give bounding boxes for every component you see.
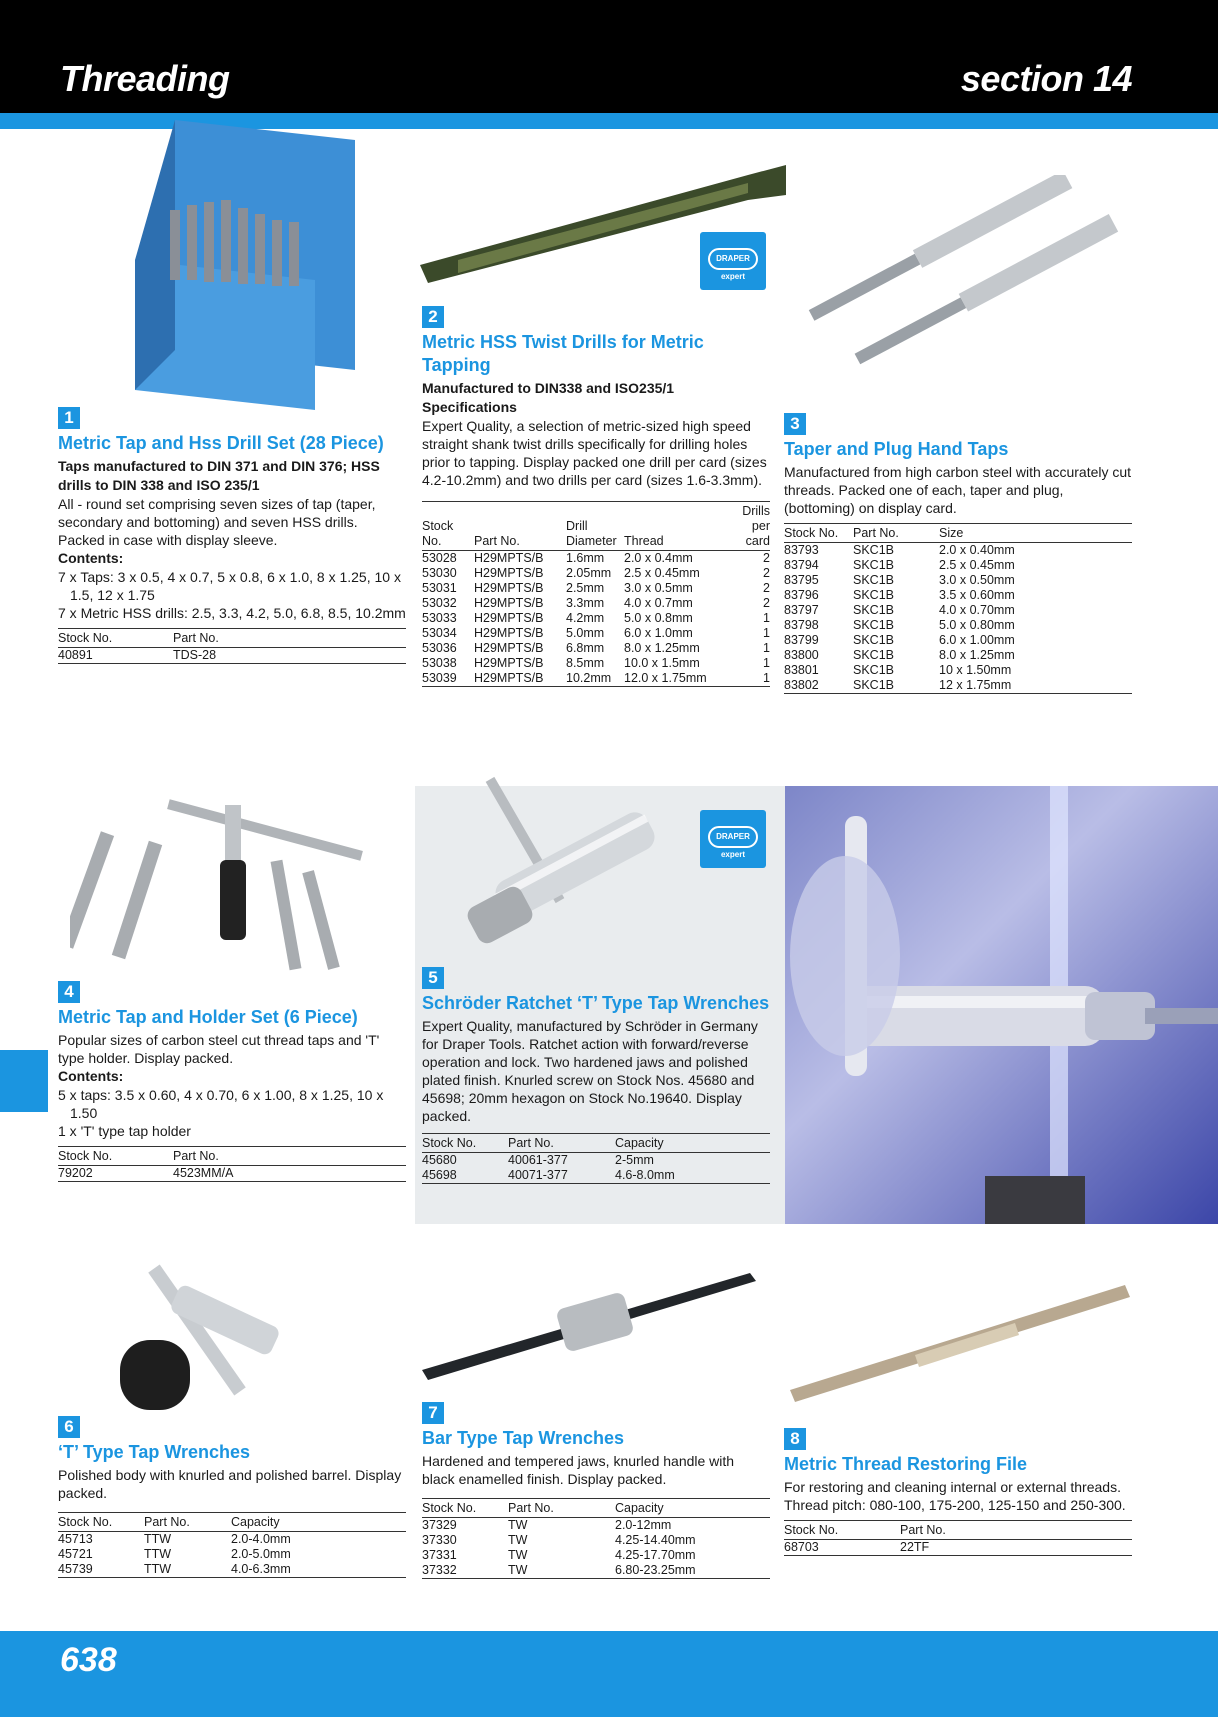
stock-no: 83800 (784, 648, 819, 662)
table-row (784, 678, 1132, 694)
product-number-badge: 6 (58, 1416, 80, 1438)
table-row (422, 626, 770, 641)
stock-no: 83797 (784, 603, 819, 617)
product-table (58, 1512, 406, 1578)
part-no: H29MPTS/B (474, 566, 544, 580)
product-table (58, 628, 406, 664)
product-title: Metric Tap and Holder Set (6 Piece) (58, 1007, 358, 1027)
col-3: 1.6mm (566, 551, 605, 565)
part-no: TW (508, 1548, 528, 1562)
col-3: 3.5 x 0.60mm (939, 588, 1015, 602)
col-3: 8.0 x 1.25mm (939, 648, 1015, 662)
col-3: 2.5mm (566, 581, 605, 595)
column-header: Stock No. (784, 524, 853, 543)
table-row (784, 618, 1132, 633)
column-header: Thread (624, 502, 732, 551)
col-4: 3.0 x 0.5mm (624, 581, 693, 595)
stock-no: 83802 (784, 678, 853, 694)
col-3: 4.25-14.40mm (615, 1533, 696, 1547)
part-no: TTW (144, 1562, 231, 1578)
product-subtitle: Taps manufactured to DIN 371 and DIN 376; HSS drills to DIN 338 and ISO 235/1 (58, 458, 380, 493)
part-no: TTW (144, 1532, 172, 1546)
product-number-badge: 2 (422, 306, 444, 328)
col-5: 1 (763, 611, 770, 625)
column-header: Capacity (231, 1513, 406, 1532)
col-5: 2 (763, 551, 770, 565)
product-description: Polished body with knurled and polished barrel. Display packed. (58, 1467, 402, 1501)
product-title: Metric Tap and Hss Drill Set (28 Piece) (58, 433, 384, 453)
column-header: Drills per card (732, 502, 770, 551)
page-number: 638 (60, 1641, 117, 1679)
stock-no: 37329 (422, 1518, 457, 1532)
column-header: Part No. (508, 1134, 615, 1153)
col-3: 2.0-12mm (615, 1518, 672, 1532)
product-number-badge: 8 (784, 1428, 806, 1450)
column-header: Part No. (900, 1521, 1132, 1540)
part-no: SKC1B (853, 558, 894, 572)
col-5: 2 (763, 566, 770, 580)
product-number-badge: 4 (58, 981, 80, 1003)
table-row (422, 1563, 770, 1579)
part-no: 22TF (900, 1540, 1132, 1556)
table-row (784, 633, 1132, 648)
product-1 (58, 407, 406, 664)
hand-taps-image (790, 175, 1130, 375)
part-no: H29MPTS/B (474, 671, 566, 687)
product-description: Expert Quality, a selection of metric-sized high speed straight shank twist drills specifically for drilling holes prior to tapping. Display packed one drill per card (sizes 4.2-10.2mm) and two drills per card (sizes 1.6-3.3mm). (422, 418, 767, 488)
product-description: Expert Quality, manufactured by Schröder in Germany for Draper Tools. Ratchet action with forward/reverse operation and lock. Two hardened jaws and polished plated finish. Knurled screw on Stock Nos. 45680 and 45698; 20mm hexagon on Stock No.19640. Display packed. (422, 1018, 758, 1124)
column-header: Capacity (615, 1499, 770, 1518)
column-header: Size (939, 524, 1132, 543)
col-3: 10.2mm (566, 671, 624, 687)
col-3: 3.0 x 0.50mm (939, 573, 1015, 587)
table-row (58, 1166, 406, 1182)
part-no: H29MPTS/B (474, 596, 544, 610)
stock-no: 83799 (784, 633, 819, 647)
ratchet-wrench-image (450, 765, 710, 965)
col-5: 1 (732, 671, 770, 687)
contents-item: 5 x taps: 3.5 x 0.60, 4 x 0.70, 6 x 1.00, 8 x 1.25, 10 x 1.50 (58, 1087, 384, 1121)
table-row (784, 588, 1132, 603)
table-row (784, 648, 1132, 663)
product-table (784, 1520, 1132, 1556)
stock-no: 53031 (422, 581, 457, 595)
part-no: 40071-377 (508, 1168, 615, 1184)
section-side-tab (0, 1050, 48, 1112)
table-row (422, 671, 770, 687)
part-no: TW (508, 1533, 528, 1547)
tap-wrench-in-use-image (785, 786, 1218, 1224)
product-number-badge: 7 (422, 1402, 444, 1424)
col-3: 6.80-23.25mm (615, 1563, 770, 1579)
column-header: Drill Diameter (566, 502, 624, 551)
product-description: For restoring and cleaning internal or external threads. Thread pitch: 080-100, 175-200, 125-150 and 250-300. (784, 1479, 1126, 1513)
table-row (784, 573, 1132, 588)
stock-no: 45680 (422, 1153, 457, 1167)
column-header: Stock No. (422, 502, 474, 551)
part-no: SKC1B (853, 573, 894, 587)
bar-tap-wrench-image (420, 1265, 760, 1385)
column-header: Capacity (615, 1134, 770, 1153)
table-row (58, 1562, 406, 1578)
product-3 (784, 413, 1132, 694)
product-title: Metric Thread Restoring File (784, 1454, 1028, 1474)
col-3: 3.3mm (566, 596, 605, 610)
tap-holder-set-image (70, 780, 370, 980)
col-5: 1 (763, 641, 770, 655)
stock-no: 37331 (422, 1548, 457, 1562)
col-3: 8.5mm (566, 656, 605, 670)
contents-label: Contents: (58, 550, 124, 566)
col-3: 4.25-17.70mm (615, 1548, 696, 1562)
table-row (784, 543, 1132, 559)
col-3: 5.0 x 0.80mm (939, 618, 1015, 632)
product-table (422, 1498, 770, 1579)
column-header: Stock No. (784, 1521, 900, 1540)
table-row (422, 641, 770, 656)
stock-no: 53030 (422, 566, 457, 580)
col-3: 2.05mm (566, 566, 612, 580)
stock-no: 45739 (58, 1562, 144, 1578)
contents-item: 7 x Metric HSS drills: 2.5, 3.3, 4.2, 5.0, 6.8, 8.5, 10.2mm (58, 605, 406, 621)
stock-no: 53033 (422, 611, 457, 625)
col-5: 2 (763, 581, 770, 595)
column-header: Stock No. (422, 1134, 508, 1153)
column-header: Part No. (144, 1513, 231, 1532)
product-title: Taper and Plug Hand Taps (784, 439, 1009, 459)
stock-no: 53038 (422, 656, 457, 670)
col-4: 2.5 x 0.45mm (624, 566, 700, 580)
col-3: 2.0 x 0.40mm (939, 543, 1015, 557)
section-label: section 14 (960, 58, 1132, 99)
table-row (422, 656, 770, 671)
table-row (422, 1168, 770, 1184)
col-4: 8.0 x 1.25mm (624, 641, 700, 655)
col-3: 4.6-8.0mm (615, 1168, 770, 1184)
table-row (422, 551, 770, 567)
table-row (422, 1518, 770, 1534)
table-row (422, 566, 770, 581)
part-no: TTW (144, 1547, 172, 1561)
stock-no: 83801 (784, 663, 819, 677)
table-row (422, 1153, 770, 1169)
product-title: Schröder Ratchet ‘T’ Type Tap Wrenches (422, 993, 770, 1013)
col-3: 2.0-5.0mm (231, 1547, 291, 1561)
table-row (784, 1540, 1132, 1556)
part-no: SKC1B (853, 678, 939, 694)
t-type-wrench-image (110, 1245, 370, 1425)
stock-no: 53034 (422, 626, 457, 640)
product-title: Metric HSS Twist Drills for Metric Tapping (422, 332, 704, 375)
product-title: Bar Type Tap Wrenches (422, 1428, 625, 1448)
contents-item: 7 x Taps: 3 x 0.5, 4 x 0.7, 5 x 0.8, 6 x 1.0, 8 x 1.25, 10 x 1.5, 12 x 1.75 (58, 569, 401, 603)
col-4: 5.0 x 0.8mm (624, 611, 693, 625)
col-3: 6.8mm (566, 641, 605, 655)
col-3: 6.0 x 1.00mm (939, 633, 1015, 647)
product-description: Manufactured from high carbon steel with accurately cut threads. Packed one of each, taper and plug, (bottoming) on display card. (784, 464, 1132, 516)
table-row (784, 603, 1132, 618)
draper-expert-logo: DRAPER expert (700, 232, 766, 290)
part-no: SKC1B (853, 603, 894, 617)
col-4: 12.0 x 1.75mm (624, 671, 732, 687)
col-5: 1 (763, 626, 770, 640)
part-no: TW (508, 1518, 528, 1532)
stock-no: 45713 (58, 1532, 93, 1546)
part-no: H29MPTS/B (474, 581, 544, 595)
table-row (58, 1532, 406, 1548)
table-row (58, 648, 406, 664)
product-subtitle: Manufactured to DIN338 and ISO235/1 (422, 380, 675, 396)
col-3: 4.0 x 0.70mm (939, 603, 1015, 617)
stock-no: 83796 (784, 588, 819, 602)
stock-no: 79202 (58, 1166, 173, 1182)
page-footer (0, 1631, 1218, 1717)
product-table (58, 1146, 406, 1182)
col-4: 2.0 x 0.4mm (624, 551, 693, 565)
column-header: Part No. (853, 524, 939, 543)
draper-expert-logo: DRAPER expert (700, 810, 766, 868)
column-header: Part No. (508, 1499, 615, 1518)
stock-no: 83798 (784, 618, 819, 632)
page-title: Threading (60, 58, 230, 99)
part-no: SKC1B (853, 633, 894, 647)
stock-no: 37332 (422, 1563, 508, 1579)
column-header: Part No. (173, 629, 406, 648)
col-3: 2.5 x 0.45mm (939, 558, 1015, 572)
contents-label: Contents: (58, 1068, 124, 1084)
product-number-badge: 3 (784, 413, 806, 435)
product-table (422, 1133, 770, 1184)
product-8 (784, 1428, 1132, 1556)
column-header: Stock No. (422, 1499, 508, 1518)
part-no: H29MPTS/B (474, 551, 544, 565)
column-header: Part No. (474, 502, 566, 551)
stock-no: 40891 (58, 648, 173, 664)
col-5: 2 (763, 596, 770, 610)
part-no: SKC1B (853, 663, 894, 677)
product-title: ‘T’ Type Tap Wrenches (58, 1442, 251, 1462)
part-no: TDS-28 (173, 648, 406, 664)
product-number-badge: 1 (58, 407, 80, 429)
product-table (784, 523, 1132, 694)
table-row (422, 611, 770, 626)
column-header: Stock No. (58, 1513, 144, 1532)
product-table (422, 501, 770, 687)
table-row (422, 1533, 770, 1548)
col-3: 2.0-4.0mm (231, 1532, 291, 1546)
stock-no: 45721 (58, 1547, 93, 1561)
contents-item: 1 x 'T' type tap holder (58, 1123, 191, 1139)
product-7 (422, 1402, 770, 1579)
part-no: SKC1B (853, 618, 894, 632)
specifications-label: Specifications (422, 399, 517, 415)
part-no: H29MPTS/B (474, 656, 544, 670)
col-3: 5.0mm (566, 626, 605, 640)
stock-no: 68703 (784, 1540, 900, 1556)
table-row (784, 663, 1132, 678)
stock-no: 83793 (784, 543, 819, 557)
part-no: TW (508, 1563, 615, 1579)
table-row (422, 1548, 770, 1563)
part-no: SKC1B (853, 588, 894, 602)
stock-no: 83794 (784, 558, 819, 572)
col-4: 10.0 x 1.5mm (624, 656, 700, 670)
part-no: SKC1B (853, 648, 894, 662)
col-3: 2-5mm (615, 1153, 654, 1167)
part-no: H29MPTS/B (474, 611, 544, 625)
column-header: Stock No. (58, 629, 173, 648)
product-5 (422, 967, 770, 1184)
table-row (784, 558, 1132, 573)
stock-no: 53039 (422, 671, 474, 687)
table-row (58, 1547, 406, 1562)
product-5-photo (785, 786, 1218, 1224)
tap-drill-set-image (115, 110, 360, 420)
product-description: All - round set comprising seven sizes of tap (taper, secondary and bottoming) and seven HSS drills. Packed in case with display sleeve. (58, 496, 376, 548)
part-no: H29MPTS/B (474, 626, 544, 640)
stock-no: 37330 (422, 1533, 457, 1547)
part-no: H29MPTS/B (474, 641, 544, 655)
stock-no: 53036 (422, 641, 457, 655)
stock-no: 45698 (422, 1168, 508, 1184)
product-6 (58, 1416, 406, 1578)
product-2 (422, 306, 770, 687)
col-3: 4.0-6.3mm (231, 1562, 406, 1578)
stock-no: 53028 (422, 551, 457, 565)
part-no: 40061-377 (508, 1153, 568, 1167)
product-description: Popular sizes of carbon steel cut thread taps and 'T' type holder. Display packed. (58, 1032, 380, 1066)
column-header: Stock No. (58, 1147, 173, 1166)
stock-no: 83795 (784, 573, 819, 587)
col-3: 12 x 1.75mm (939, 678, 1132, 694)
part-no: 4523MM/A (173, 1166, 406, 1182)
table-row (422, 581, 770, 596)
col-4: 6.0 x 1.0mm (624, 626, 693, 640)
col-3: 4.2mm (566, 611, 605, 625)
col-4: 4.0 x 0.7mm (624, 596, 693, 610)
table-row (422, 596, 770, 611)
product-description: Hardened and tempered jaws, knurled handle with black enamelled finish. Display packed. (422, 1453, 735, 1487)
col-3: 10 x 1.50mm (939, 663, 1012, 677)
stock-no: 53032 (422, 596, 457, 610)
column-header: Part No. (173, 1147, 406, 1166)
part-no: SKC1B (853, 543, 894, 557)
thread-restoring-file-image (785, 1275, 1135, 1405)
product-number-badge: 5 (422, 967, 444, 989)
col-5: 1 (763, 656, 770, 670)
product-4 (58, 981, 406, 1182)
